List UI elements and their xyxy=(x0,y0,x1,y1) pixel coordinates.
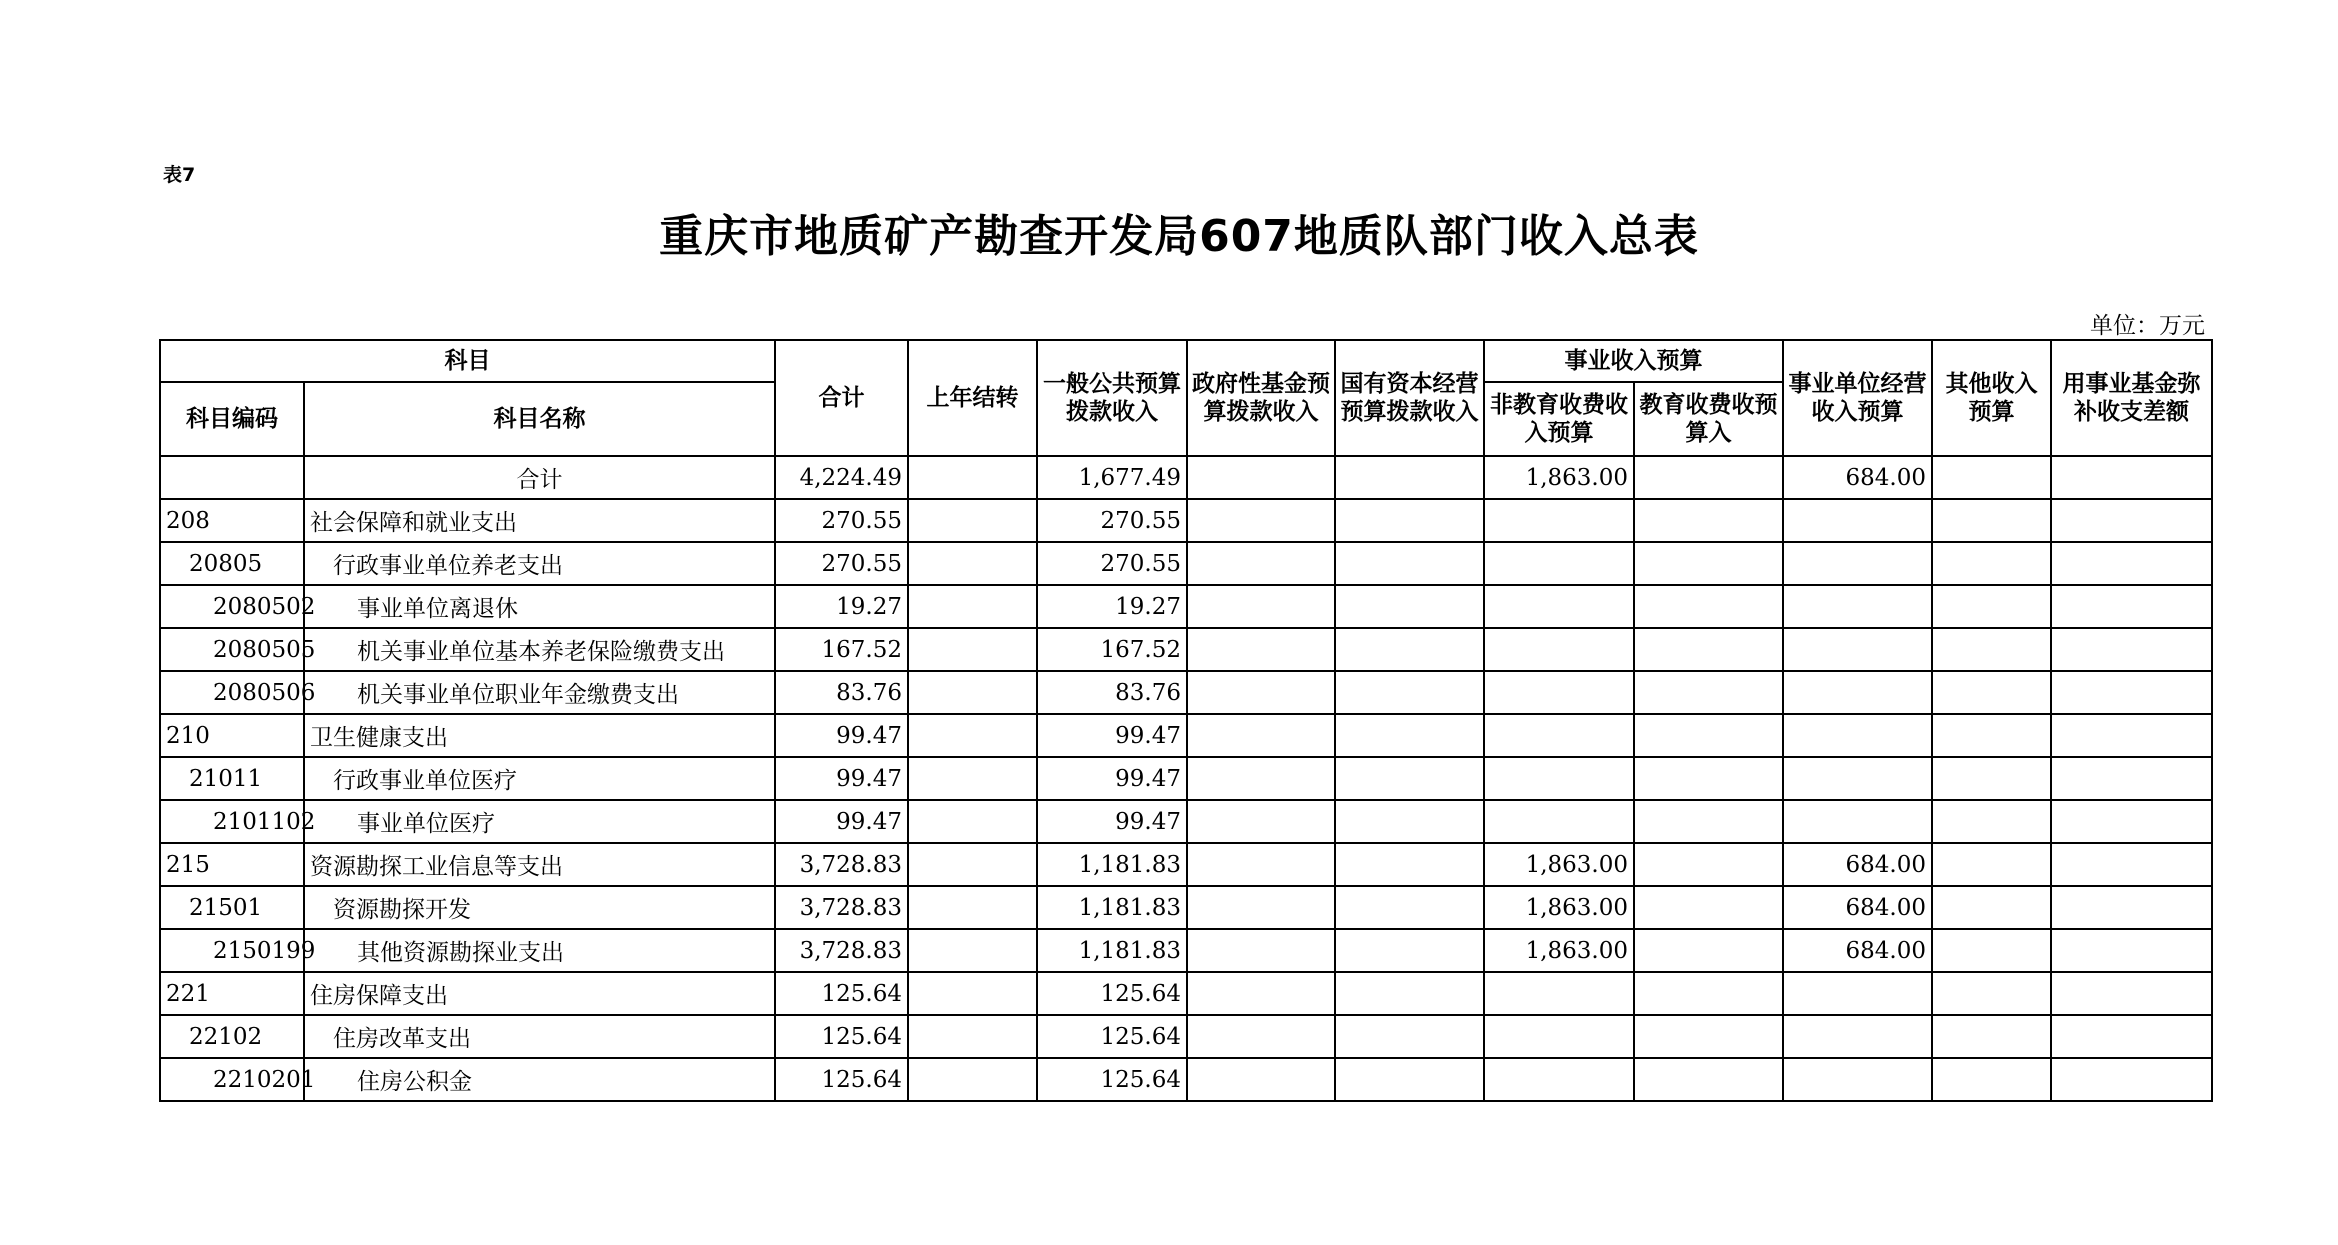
code-cell: 21011 xyxy=(160,757,304,800)
fund-balance-cell xyxy=(2051,843,2212,886)
total-cell: 270.55 xyxy=(775,542,908,585)
fund-balance-cell xyxy=(2051,714,2212,757)
operating-income-cell: 684.00 xyxy=(1783,843,1932,886)
operating-income-cell xyxy=(1783,542,1932,585)
carryover-cell xyxy=(908,499,1037,542)
code-cell: 20805 xyxy=(160,542,304,585)
general-budget-cell: 1,181.83 xyxy=(1037,843,1187,886)
carryover-cell xyxy=(908,585,1037,628)
non-edu-fee-cell xyxy=(1484,542,1634,585)
non-edu-fee-cell xyxy=(1484,800,1634,843)
non-edu-fee-cell: 1,863.00 xyxy=(1484,456,1634,499)
edu-fee-cell xyxy=(1634,542,1783,585)
total-cell: 167.52 xyxy=(775,628,908,671)
general-budget-cell: 125.64 xyxy=(1037,972,1187,1015)
general-budget-cell: 99.47 xyxy=(1037,714,1187,757)
state-capital-cell xyxy=(1335,628,1484,671)
fund-balance-cell xyxy=(2051,929,2212,972)
non-edu-fee-cell: 1,863.00 xyxy=(1484,886,1634,929)
name-cell: 住房改革支出 xyxy=(304,1015,775,1058)
operating-income-cell xyxy=(1783,757,1932,800)
gov-fund-cell xyxy=(1187,972,1335,1015)
table-row xyxy=(160,972,2212,1015)
name-cell: 住房保障支出 xyxy=(304,972,775,1015)
operating-income-cell: 684.00 xyxy=(1783,929,1932,972)
income-summary-table xyxy=(159,339,2213,1102)
code-cell: 210 xyxy=(160,714,304,757)
code-cell: 2080506 xyxy=(160,671,304,714)
name-cell: 合计 xyxy=(304,456,775,499)
fund-balance-cell xyxy=(2051,585,2212,628)
edu-fee-cell xyxy=(1634,929,1783,972)
name-cell: 资源勘探开发 xyxy=(304,886,775,929)
operating-income-cell xyxy=(1783,1015,1932,1058)
edu-fee-cell xyxy=(1634,843,1783,886)
other-income-cell xyxy=(1932,499,2051,542)
general-budget-cell: 270.55 xyxy=(1037,499,1187,542)
total-cell: 3,728.83 xyxy=(775,843,908,886)
table-row xyxy=(160,757,2212,800)
total-cell: 99.47 xyxy=(775,757,908,800)
carryover-cell xyxy=(908,628,1037,671)
state-capital-cell xyxy=(1335,1058,1484,1101)
header-fund-balance: 用事业基金弥补收支差额 xyxy=(2051,340,2212,456)
gov-fund-cell xyxy=(1187,585,1335,628)
code-cell xyxy=(160,456,304,499)
fund-balance-cell xyxy=(2051,886,2212,929)
fund-balance-cell xyxy=(2051,456,2212,499)
table-row xyxy=(160,671,2212,714)
page-title: 重庆市地质矿产勘查开发局607地质队部门收入总表 xyxy=(659,211,1699,262)
other-income-cell xyxy=(1932,628,2051,671)
non-edu-fee-cell xyxy=(1484,671,1634,714)
total-cell: 4,224.49 xyxy=(775,456,908,499)
code-cell: 221 xyxy=(160,972,304,1015)
name-cell: 卫生健康支出 xyxy=(304,714,775,757)
state-capital-cell xyxy=(1335,757,1484,800)
code-cell: 2101102 xyxy=(160,800,304,843)
state-capital-cell xyxy=(1335,929,1484,972)
name-cell: 其他资源勘探业支出 xyxy=(304,929,775,972)
gov-fund-cell xyxy=(1187,542,1335,585)
state-capital-cell xyxy=(1335,585,1484,628)
fund-balance-cell xyxy=(2051,757,2212,800)
fund-balance-cell xyxy=(2051,972,2212,1015)
state-capital-cell xyxy=(1335,1015,1484,1058)
non-edu-fee-cell xyxy=(1484,757,1634,800)
edu-fee-cell xyxy=(1634,671,1783,714)
state-capital-cell xyxy=(1335,671,1484,714)
other-income-cell xyxy=(1932,800,2051,843)
header-code: 科目编码 xyxy=(160,382,304,456)
gov-fund-cell xyxy=(1187,714,1335,757)
edu-fee-cell xyxy=(1634,714,1783,757)
header-total: 合计 xyxy=(775,340,908,456)
other-income-cell xyxy=(1932,972,2051,1015)
total-cell: 19.27 xyxy=(775,585,908,628)
other-income-cell xyxy=(1932,929,2051,972)
other-income-cell xyxy=(1932,843,2051,886)
general-budget-cell: 99.47 xyxy=(1037,757,1187,800)
operating-income-cell: 684.00 xyxy=(1783,456,1932,499)
non-edu-fee-cell xyxy=(1484,628,1634,671)
general-budget-cell: 1,677.49 xyxy=(1037,456,1187,499)
general-budget-cell: 167.52 xyxy=(1037,628,1187,671)
state-capital-cell xyxy=(1335,886,1484,929)
total-cell: 83.76 xyxy=(775,671,908,714)
gov-fund-cell xyxy=(1187,800,1335,843)
code-cell: 2150199 xyxy=(160,929,304,972)
code-cell: 2080505 xyxy=(160,628,304,671)
table-row xyxy=(160,800,2212,843)
unit-label: 单位：万元 xyxy=(2090,313,2205,339)
fund-balance-cell xyxy=(2051,671,2212,714)
non-edu-fee-cell xyxy=(1484,585,1634,628)
gov-fund-cell xyxy=(1187,1015,1335,1058)
state-capital-cell xyxy=(1335,499,1484,542)
other-income-cell xyxy=(1932,886,2051,929)
table-body xyxy=(160,456,2212,1101)
header-carryover: 上年结转 xyxy=(908,340,1037,456)
gov-fund-cell xyxy=(1187,886,1335,929)
header-business-income: 事业收入预算 xyxy=(1484,340,1783,382)
code-cell: 208 xyxy=(160,499,304,542)
edu-fee-cell xyxy=(1634,757,1783,800)
carryover-cell xyxy=(908,542,1037,585)
edu-fee-cell xyxy=(1634,499,1783,542)
name-cell: 机关事业单位职业年金缴费支出 xyxy=(304,671,775,714)
header-other-income: 其他收入预算 xyxy=(1932,340,2051,456)
non-edu-fee-cell xyxy=(1484,972,1634,1015)
general-budget-cell: 83.76 xyxy=(1037,671,1187,714)
header-subject: 科目 xyxy=(160,340,775,382)
total-cell: 99.47 xyxy=(775,800,908,843)
non-edu-fee-cell xyxy=(1484,499,1634,542)
code-cell: 2080502 xyxy=(160,585,304,628)
header-edu-fee: 教育收费收预算入 xyxy=(1634,382,1783,456)
table-row xyxy=(160,714,2212,757)
non-edu-fee-cell xyxy=(1484,714,1634,757)
header-operating-income: 事业单位经营收入预算 xyxy=(1783,340,1932,456)
name-cell: 机关事业单位基本养老保险缴费支出 xyxy=(304,628,775,671)
operating-income-cell xyxy=(1783,1058,1932,1101)
carryover-cell xyxy=(908,1015,1037,1058)
operating-income-cell xyxy=(1783,714,1932,757)
total-cell: 125.64 xyxy=(775,1058,908,1101)
carryover-cell xyxy=(908,972,1037,1015)
table-row xyxy=(160,843,2212,886)
general-budget-cell: 19.27 xyxy=(1037,585,1187,628)
fund-balance-cell xyxy=(2051,499,2212,542)
other-income-cell xyxy=(1932,757,2051,800)
general-budget-cell: 270.55 xyxy=(1037,542,1187,585)
non-edu-fee-cell: 1,863.00 xyxy=(1484,929,1634,972)
name-cell: 住房公积金 xyxy=(304,1058,775,1101)
edu-fee-cell xyxy=(1634,456,1783,499)
gov-fund-cell xyxy=(1187,757,1335,800)
edu-fee-cell xyxy=(1634,585,1783,628)
non-edu-fee-cell xyxy=(1484,1015,1634,1058)
carryover-cell xyxy=(908,714,1037,757)
carryover-cell xyxy=(908,886,1037,929)
fund-balance-cell xyxy=(2051,800,2212,843)
gov-fund-cell xyxy=(1187,1058,1335,1101)
edu-fee-cell xyxy=(1634,800,1783,843)
fund-balance-cell xyxy=(2051,628,2212,671)
state-capital-cell xyxy=(1335,542,1484,585)
total-cell: 3,728.83 xyxy=(775,886,908,929)
other-income-cell xyxy=(1932,1015,2051,1058)
code-cell: 215 xyxy=(160,843,304,886)
state-capital-cell xyxy=(1335,714,1484,757)
total-row xyxy=(160,456,2212,499)
table-row xyxy=(160,886,2212,929)
total-cell: 99.47 xyxy=(775,714,908,757)
total-cell: 3,728.83 xyxy=(775,929,908,972)
gov-fund-cell xyxy=(1187,929,1335,972)
header-state-capital: 国有资本经营预算拨款收入 xyxy=(1335,340,1484,456)
general-budget-cell: 99.47 xyxy=(1037,800,1187,843)
other-income-cell xyxy=(1932,1058,2051,1101)
state-capital-cell xyxy=(1335,456,1484,499)
carryover-cell xyxy=(908,757,1037,800)
gov-fund-cell xyxy=(1187,499,1335,542)
operating-income-cell: 684.00 xyxy=(1783,886,1932,929)
fund-balance-cell xyxy=(2051,1015,2212,1058)
edu-fee-cell xyxy=(1634,972,1783,1015)
header-name: 科目名称 xyxy=(304,382,775,456)
name-cell: 行政事业单位养老支出 xyxy=(304,542,775,585)
gov-fund-cell xyxy=(1187,628,1335,671)
table-row xyxy=(160,628,2212,671)
state-capital-cell xyxy=(1335,972,1484,1015)
name-cell: 社会保障和就业支出 xyxy=(304,499,775,542)
operating-income-cell xyxy=(1783,800,1932,843)
other-income-cell xyxy=(1932,456,2051,499)
carryover-cell xyxy=(908,800,1037,843)
other-income-cell xyxy=(1932,671,2051,714)
other-income-cell xyxy=(1932,542,2051,585)
table-row xyxy=(160,929,2212,972)
header-general-budget: 一般公共预算拨款收入 xyxy=(1037,340,1187,456)
fund-balance-cell xyxy=(2051,542,2212,585)
code-cell: 22102 xyxy=(160,1015,304,1058)
gov-fund-cell xyxy=(1187,843,1335,886)
general-budget-cell: 1,181.83 xyxy=(1037,929,1187,972)
header-gov-fund: 政府性基金预算拨款收入 xyxy=(1187,340,1335,456)
name-cell: 行政事业单位医疗 xyxy=(304,757,775,800)
non-edu-fee-cell: 1,863.00 xyxy=(1484,843,1634,886)
carryover-cell xyxy=(908,456,1037,499)
other-income-cell xyxy=(1932,585,2051,628)
name-cell: 事业单位医疗 xyxy=(304,800,775,843)
name-cell: 资源勘探工业信息等支出 xyxy=(304,843,775,886)
operating-income-cell xyxy=(1783,585,1932,628)
other-income-cell xyxy=(1932,714,2051,757)
operating-income-cell xyxy=(1783,628,1932,671)
carryover-cell xyxy=(908,843,1037,886)
table-row xyxy=(160,542,2212,585)
gov-fund-cell xyxy=(1187,671,1335,714)
operating-income-cell xyxy=(1783,671,1932,714)
table-number: 表7 xyxy=(163,164,196,186)
carryover-cell xyxy=(908,1058,1037,1101)
general-budget-cell: 125.64 xyxy=(1037,1058,1187,1101)
state-capital-cell xyxy=(1335,843,1484,886)
table-row xyxy=(160,499,2212,542)
non-edu-fee-cell xyxy=(1484,1058,1634,1101)
carryover-cell xyxy=(908,929,1037,972)
header-non-edu-fee: 非教育收费收入预算 xyxy=(1484,382,1634,456)
operating-income-cell xyxy=(1783,972,1932,1015)
table-row xyxy=(160,1058,2212,1101)
table-row xyxy=(160,585,2212,628)
operating-income-cell xyxy=(1783,499,1932,542)
total-cell: 270.55 xyxy=(775,499,908,542)
edu-fee-cell xyxy=(1634,628,1783,671)
edu-fee-cell xyxy=(1634,1015,1783,1058)
name-cell: 事业单位离退休 xyxy=(304,585,775,628)
table-row xyxy=(160,1015,2212,1058)
gov-fund-cell xyxy=(1187,456,1335,499)
total-cell: 125.64 xyxy=(775,972,908,1015)
code-cell: 21501 xyxy=(160,886,304,929)
state-capital-cell xyxy=(1335,800,1484,843)
general-budget-cell: 1,181.83 xyxy=(1037,886,1187,929)
total-cell: 125.64 xyxy=(775,1015,908,1058)
edu-fee-cell xyxy=(1634,1058,1783,1101)
edu-fee-cell xyxy=(1634,886,1783,929)
code-cell: 2210201 xyxy=(160,1058,304,1101)
fund-balance-cell xyxy=(2051,1058,2212,1101)
general-budget-cell: 125.64 xyxy=(1037,1015,1187,1058)
carryover-cell xyxy=(908,671,1037,714)
